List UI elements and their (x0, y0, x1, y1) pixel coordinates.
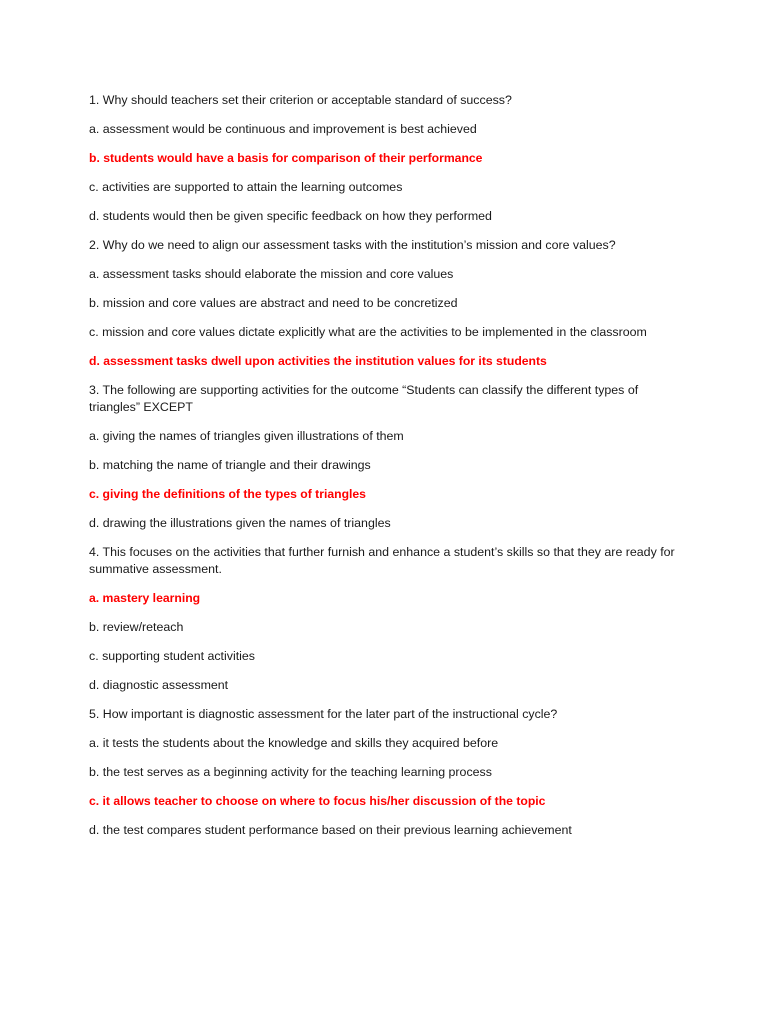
question-prompt: 4. This focuses on the activities that further furnish and enhance a student’s skills so that they are ready for summative assessment. (89, 545, 675, 576)
option-b: b. mission and core values are abstract and need to be concretized (89, 296, 458, 310)
option-b: b. matching the name of triangle and their drawings (89, 458, 371, 472)
option-d: d. the test compares student performance based on their previous learning achievement (89, 823, 572, 837)
quiz-content (89, 92, 689, 851)
option-c: c. supporting student activities (89, 649, 255, 663)
option-d: d. students would then be given specific feedback on how they performed (89, 209, 492, 223)
question-3 (89, 382, 689, 532)
option-d: d. drawing the illustrations given the names of triangles (89, 516, 391, 530)
option-c-correct-answer: c. it allows teacher to choose on where to focus his/her discussion of the topic (89, 794, 546, 808)
option-a: a. giving the names of triangles given illustrations of them (89, 429, 404, 443)
question-prompt: 3. The following are supporting activities for the outcome “Students can classify the different types of triangles” EXCEPT (89, 383, 639, 414)
option-b-correct-answer: b. students would have a basis for comparison of their performance (89, 151, 483, 165)
option-a-correct-answer: a. mastery learning (89, 591, 201, 605)
question-1 (89, 92, 689, 225)
option-b: b. the test serves as a beginning activity for the teaching learning process (89, 765, 492, 779)
option-a: a. it tests the students about the knowledge and skills they acquired before (89, 736, 499, 750)
question-prompt: 2. Why do we need to align our assessment tasks with the institution’s mission and core values? (89, 238, 616, 252)
option-d: d. diagnostic assessment (89, 678, 229, 692)
question-2 (89, 237, 689, 370)
question-4 (89, 544, 689, 694)
option-c: c. activities are supported to attain the learning outcomes (89, 180, 403, 194)
question-prompt: 5. How important is diagnostic assessment for the later part of the instructional cycle? (89, 707, 558, 721)
option-b: b. review/reteach (89, 620, 184, 634)
question-5 (89, 706, 689, 839)
option-c-correct-answer: c. giving the definitions of the types of triangles (89, 487, 366, 501)
option-c: c. mission and core values dictate explicitly what are the activities to be implemented in the classroom (89, 325, 647, 339)
option-a: a. assessment tasks should elaborate the mission and core values (89, 267, 454, 281)
option-d-correct-answer: d. assessment tasks dwell upon activities the institution values for its students (89, 354, 547, 368)
question-prompt: 1. Why should teachers set their criterion or acceptable standard of success? (89, 93, 512, 107)
option-a: a. assessment would be continuous and improvement is best achieved (89, 122, 477, 136)
